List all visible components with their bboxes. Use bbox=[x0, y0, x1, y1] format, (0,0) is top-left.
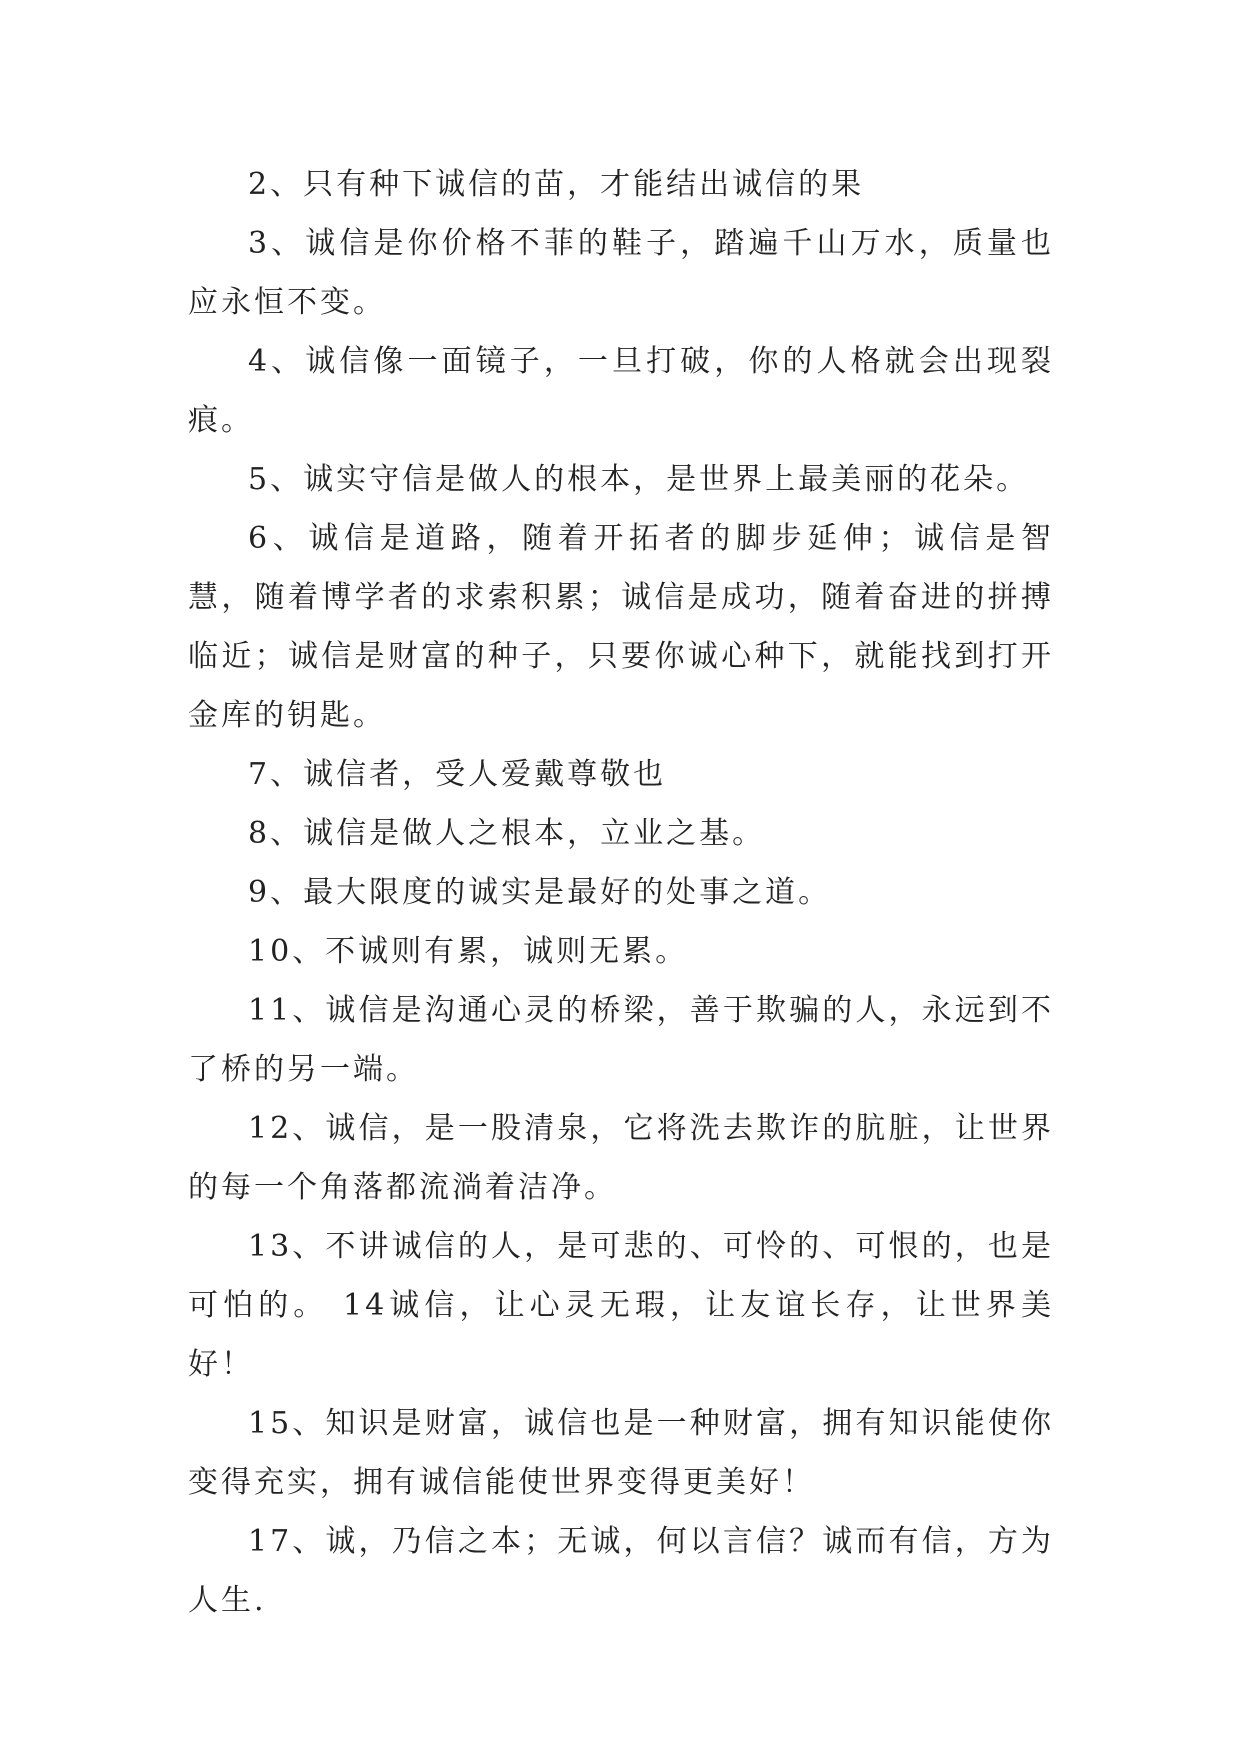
paragraph-2: 2、只有种下诚信的苗，才能结出诚信的果 bbox=[248, 167, 865, 202]
paragraph-9: 9、最大限度的诚实是最好的处事之道。 bbox=[248, 875, 832, 910]
paragraph-6: 6、诚信是道路，随着开拓者的脚步延伸；诚信是智慧，随着博学者的求索积累；诚信是成功，随着奋进的拼搏临近；诚信是财富的种子，只要你诚心种下，就能找到打开金库的钥匙。 bbox=[188, 521, 1054, 733]
paragraph-12: 12、诚信，是一股清泉，它将洗去欺诈的肮脏，让世界的每一个角落都流淌着洁净。 bbox=[188, 1111, 1054, 1205]
paragraph-7: 7、诚信者，受人爱戴尊敬也 bbox=[248, 757, 667, 792]
paragraph-10: 10、不诚则有累，诚则无累。 bbox=[248, 934, 689, 969]
paragraph-13-14: 13、不讲诚信的人，是可悲的、可怜的、可恨的，也是可怕的。 14诚信，让心灵无瑕，让友谊长存，让世界美好！ bbox=[188, 1229, 1054, 1382]
document-body bbox=[188, 155, 1054, 1630]
paragraph-3: 3、诚信是你价格不菲的鞋子，踏遍千山万水，质量也应永恒不变。 bbox=[188, 226, 1054, 320]
paragraph-8: 8、诚信是做人之根本，立业之基。 bbox=[248, 816, 766, 851]
paragraph-17: 17、诚，乃信之本；无诚，何以言信？诚而有信，方为人生. bbox=[188, 1524, 1054, 1618]
paragraph-15: 15、知识是财富，诚信也是一种财富，拥有知识能使你变得充实，拥有诚信能使世界变得更美好！ bbox=[188, 1406, 1054, 1500]
paragraph-4: 4、诚信像一面镜子，一旦打破，你的人格就会出现裂痕。 bbox=[188, 344, 1054, 438]
paragraph-5: 5、诚实守信是做人的根本，是世界上最美丽的花朵。 bbox=[248, 462, 1030, 497]
paragraph-11: 11、诚信是沟通心灵的桥梁，善于欺骗的人，永远到不了桥的另一端。 bbox=[188, 993, 1054, 1087]
